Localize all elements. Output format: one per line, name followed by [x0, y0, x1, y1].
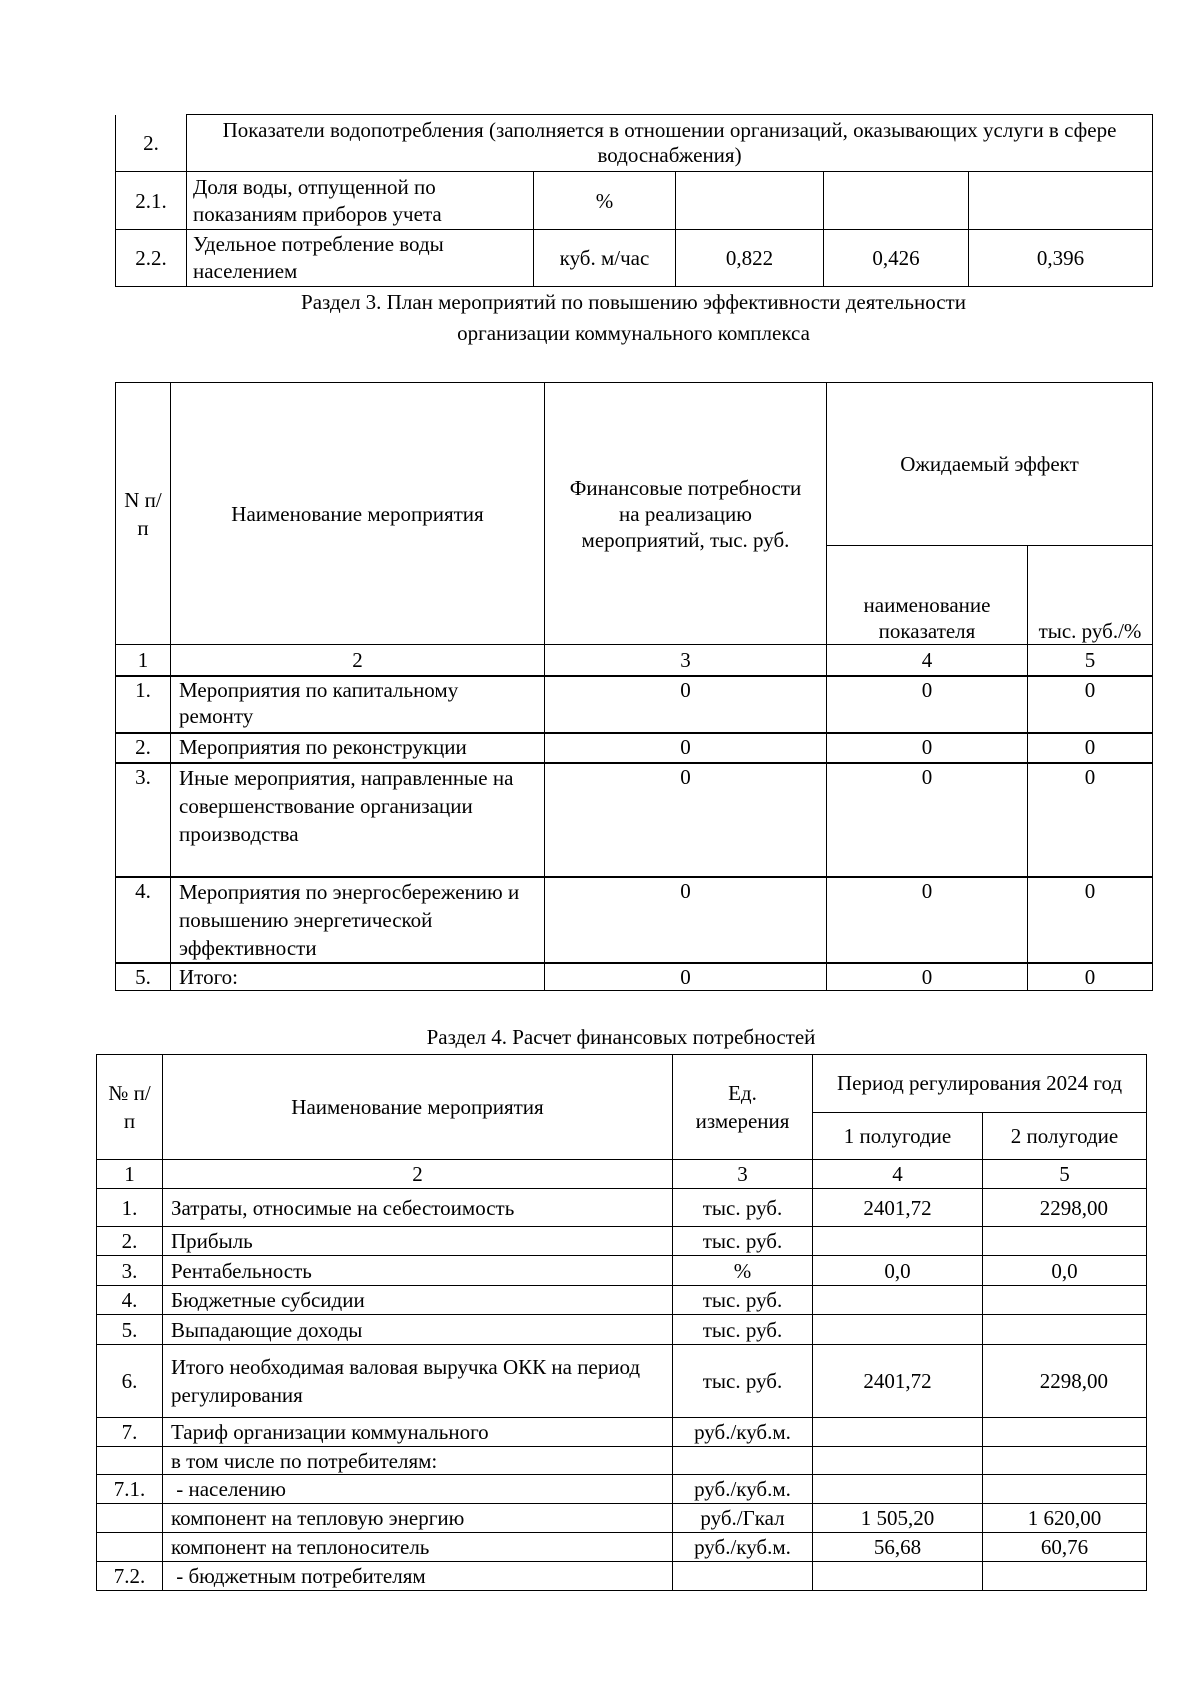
- header-effect-name: наименование показателя: [827, 546, 1028, 645]
- column-number: 2: [163, 1160, 673, 1189]
- indicator-value: 0,396: [969, 230, 1153, 287]
- table-row: [116, 676, 1153, 733]
- row-number: 7.2.: [97, 1562, 163, 1591]
- indicator-name: Удельное потребление воды населением: [187, 230, 534, 287]
- half2-value: 60,76: [983, 1533, 1147, 1562]
- row-number: 6.: [97, 1345, 163, 1418]
- table-row: [97, 1345, 1147, 1418]
- header-period: Период регулирования 2024 год: [813, 1055, 1147, 1113]
- table-row: [97, 1562, 1147, 1591]
- effect-name-value: 0: [827, 763, 1028, 877]
- half2-value: [983, 1227, 1147, 1256]
- item-unit: тыс. руб.: [673, 1315, 813, 1345]
- row-number: 2.: [116, 733, 171, 763]
- half1-value: 2401,72: [813, 1345, 983, 1418]
- item-name: Бюджетные субсидии: [163, 1286, 673, 1315]
- half1-value: [813, 1562, 983, 1591]
- section-title: Показатели водопотребления (заполняется в отношении организаций, оказывающих услуги в сфере водоснабжения): [187, 115, 1153, 172]
- section4-title: Раздел 4. Расчет финансовых потребностей: [426, 1025, 816, 1049]
- half2-value: 2298,00: [983, 1345, 1147, 1418]
- section3-heading: [115, 287, 1152, 349]
- header-effect-value: тыс. руб./%: [1028, 546, 1153, 645]
- table-row: [97, 1475, 1147, 1504]
- row-number: 1.: [97, 1189, 163, 1227]
- item-unit: тыс. руб.: [673, 1345, 813, 1418]
- half1-value: 0,0: [813, 1256, 983, 1286]
- table-row: [116, 877, 1153, 963]
- column-number: 4: [827, 645, 1028, 676]
- item-name: Тариф организации коммунального: [163, 1418, 673, 1447]
- row-number: [97, 1447, 163, 1475]
- item-unit: руб./Гкал: [673, 1504, 813, 1533]
- table-row: [97, 1189, 1147, 1227]
- effect-value: 0: [1028, 733, 1153, 763]
- item-name: в том числе по потребителям:: [163, 1447, 673, 1475]
- half1-value: [813, 1418, 983, 1447]
- finance-value: 0: [545, 877, 827, 963]
- item-unit: [673, 1562, 813, 1591]
- indicator-value: [824, 172, 969, 230]
- header-finance: Финансовые потребности на реализацию мероприятий, тыс. руб.: [545, 383, 827, 645]
- finance-value: 0: [545, 676, 827, 733]
- item-unit: %: [673, 1256, 813, 1286]
- row-number: 2.: [97, 1227, 163, 1256]
- header-num: N п/ п: [116, 383, 171, 645]
- activity-name: Мероприятия по энергосбережению и повышению энергетической эффективности: [171, 877, 545, 963]
- item-unit: тыс. руб.: [673, 1227, 813, 1256]
- half1-value: 2401,72: [813, 1189, 983, 1227]
- table-row: [97, 1504, 1147, 1533]
- effect-name-value: 0: [827, 963, 1028, 991]
- column-number: 1: [116, 645, 171, 676]
- activity-name: Мероприятия по капитальному ремонту: [171, 676, 545, 733]
- effect-value: 0: [1028, 763, 1153, 877]
- activity-name: Иные мероприятия, направленные на совершенствование организации производства: [171, 763, 545, 877]
- item-unit: руб./куб.м.: [673, 1533, 813, 1562]
- item-name: Затраты, относимые на себестоимость: [163, 1189, 673, 1227]
- header-half2: 2 полугодие: [983, 1113, 1147, 1160]
- item-unit: тыс. руб.: [673, 1189, 813, 1227]
- indicator-value: [676, 172, 824, 230]
- item-unit: [673, 1447, 813, 1475]
- item-name: - бюджетным потребителям: [163, 1562, 673, 1591]
- row-number: 7.1.: [97, 1475, 163, 1504]
- row-number: 5.: [97, 1315, 163, 1345]
- header-num: № п/п: [97, 1055, 163, 1160]
- column-numbers-row: [97, 1160, 1147, 1189]
- indicator-value: 0,426: [824, 230, 969, 287]
- row-number: 7.: [97, 1418, 163, 1447]
- item-name: Рентабельность: [163, 1256, 673, 1286]
- row-number: 3.: [97, 1256, 163, 1286]
- finance-value: 0: [545, 733, 827, 763]
- row-number: 4.: [116, 877, 171, 963]
- item-name: компонент на тепловую энергию: [163, 1504, 673, 1533]
- table-row: [97, 1418, 1147, 1447]
- item-name: Итого необходимая валовая выручка ОКК на период регулирования: [163, 1345, 673, 1418]
- effect-name-value: 0: [827, 877, 1028, 963]
- indicator-unit: куб. м/час: [534, 230, 676, 287]
- half2-value: [983, 1418, 1147, 1447]
- indicator-unit: %: [534, 172, 676, 230]
- item-name: Выпадающие доходы: [163, 1315, 673, 1345]
- column-number: 3: [545, 645, 827, 676]
- half2-value: [983, 1562, 1147, 1591]
- table-row: [97, 1286, 1147, 1315]
- indicator-name: Доля воды, отпущенной по показаниям приборов учета: [187, 172, 534, 230]
- table-row: [116, 172, 1153, 230]
- column-numbers-row: [116, 645, 1153, 676]
- column-number: 3: [673, 1160, 813, 1189]
- row-number: 4.: [97, 1286, 163, 1315]
- half1-value: [813, 1475, 983, 1504]
- item-name: компонент на теплоноситель: [163, 1533, 673, 1562]
- table-header-row: [97, 1055, 1147, 1113]
- half1-value: [813, 1227, 983, 1256]
- item-unit: руб./куб.м.: [673, 1418, 813, 1447]
- row-number: [97, 1504, 163, 1533]
- half2-value: [983, 1286, 1147, 1315]
- indicator-value: [969, 172, 1153, 230]
- indicator-value: 0,822: [676, 230, 824, 287]
- half1-value: [813, 1286, 983, 1315]
- effect-name-value: 0: [827, 676, 1028, 733]
- activity-plan-table: [115, 382, 1153, 991]
- table-header-row: [116, 383, 1153, 546]
- column-number: 4: [813, 1160, 983, 1189]
- half2-value: [983, 1315, 1147, 1345]
- header-unit: Ед. измерения: [673, 1055, 813, 1160]
- table-row: [97, 1227, 1147, 1256]
- effect-name-value: 0: [827, 733, 1028, 763]
- header-half1: 1 полугодие: [813, 1113, 983, 1160]
- half1-value: 56,68: [813, 1533, 983, 1562]
- row-number: 2.2.: [116, 230, 187, 287]
- half2-value: [983, 1447, 1147, 1475]
- effect-value: 0: [1028, 877, 1153, 963]
- table-row: [97, 1315, 1147, 1345]
- row-number: 1.: [116, 676, 171, 733]
- table-row: [116, 763, 1153, 877]
- finance-value: 0: [545, 963, 827, 991]
- half2-value: 1 620,00: [983, 1504, 1147, 1533]
- table-row: [116, 115, 1153, 172]
- header-effect: Ожидаемый эффект: [827, 383, 1153, 546]
- table-row: [116, 963, 1153, 991]
- table-row: [97, 1533, 1147, 1562]
- item-name: Прибыль: [163, 1227, 673, 1256]
- column-number: 5: [983, 1160, 1147, 1189]
- row-number: 2.1.: [116, 172, 187, 230]
- item-unit: руб./куб.м.: [673, 1475, 813, 1504]
- activity-name: Мероприятия по реконструкции: [171, 733, 545, 763]
- row-number: [97, 1533, 163, 1562]
- section3-title-line2: организации коммунального комплекса: [457, 321, 810, 345]
- half2-value: [983, 1475, 1147, 1504]
- item-unit: тыс. руб.: [673, 1286, 813, 1315]
- half2-value: 0,0: [983, 1256, 1147, 1286]
- finance-value: 0: [545, 763, 827, 877]
- item-name: - населению: [163, 1475, 673, 1504]
- row-number: 3.: [116, 763, 171, 877]
- column-number: 1: [97, 1160, 163, 1189]
- table-row: [97, 1256, 1147, 1286]
- header-name: Наименование мероприятия: [171, 383, 545, 645]
- half2-value: 2298,00: [983, 1189, 1147, 1227]
- water-consumption-table: [115, 114, 1153, 287]
- half1-value: [813, 1315, 983, 1345]
- half1-value: 1 505,20: [813, 1504, 983, 1533]
- table-row: [116, 733, 1153, 763]
- column-number: 2: [171, 645, 545, 676]
- row-number: 5.: [116, 963, 171, 991]
- header-name: Наименование мероприятия: [163, 1055, 673, 1160]
- table-row: [116, 230, 1153, 287]
- effect-value: 0: [1028, 963, 1153, 991]
- financial-requirements-table: [96, 1054, 1147, 1591]
- effect-value: 0: [1028, 676, 1153, 733]
- activity-name: Итого:: [171, 963, 545, 991]
- half1-value: [813, 1447, 983, 1475]
- table-row: [97, 1447, 1147, 1475]
- column-number: 5: [1028, 645, 1153, 676]
- section-number: 2.: [116, 115, 187, 172]
- section3-title-line1: Раздел 3. План мероприятий по повышению эффективности деятельности: [301, 290, 966, 314]
